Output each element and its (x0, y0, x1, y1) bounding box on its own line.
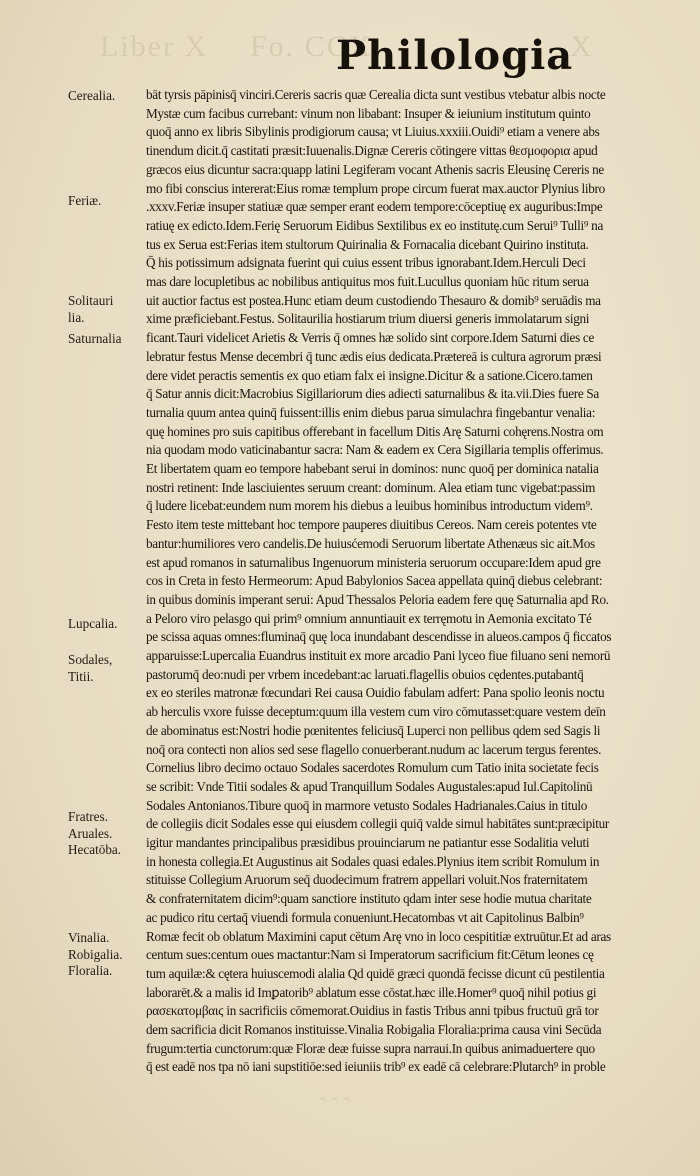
margin-note (68, 809, 121, 859)
ghost-header-right: X (570, 30, 594, 63)
text-line: a Peloro viro pelasgo qui prim⁹ omnium annuntiauit ex terręmotu in Aemonia excitato Té (146, 610, 592, 626)
text-line: cos in Creta in festo Hermeorum: Apud Babylonios Sacea appellata quinq̄ diebus celebrant: (146, 573, 603, 589)
text-line: bantur:humiliores vero candelis.De huiusćemodi Seruorum libertate Athenæus sic ait.Mos (146, 535, 595, 551)
text-line: est apud romanos in saturnalibus Ingenuorum ministeria seruorum occupare:Idem apud gre (146, 554, 601, 570)
text-line: frugum:tertia cunctorum:quæ Floræ deæ fuisse supra narraui.In quibus animaduertere quo (146, 1040, 595, 1056)
margin-note (68, 930, 123, 980)
text-line: Romæ fecit ob oblatum Maximini caput cētum Arę vno in loco cespititiæ extruūtur.Et ad aras (146, 928, 611, 944)
margin-note-line: Saturnalia (68, 331, 122, 346)
margin-note-line: Floralia. (68, 963, 113, 978)
margin-note-line: Fratres. (68, 809, 108, 824)
text-line: stituisse Collegium Aruorum seq̄ duodecimum fratrem appellari voluit.Nos fraternitatem (146, 872, 588, 888)
text-line: pastorumq̄ deo:nudi per vrbem incedebant:ac laruati.flagellis obuios cędentes.putabantq̄ (146, 666, 584, 682)
margin-note-line: Robigalia. (68, 946, 123, 962)
margin-note (68, 652, 112, 685)
margin-note-line: Hecatōba. (68, 842, 122, 857)
text-line: quoq̄ anno ex libris Sibylinis prodigiorum causa; vt Liuius.xxxiii.Ouidi⁹ etiam a venere abs (146, 124, 600, 140)
margin-note-line: Sodales, (68, 652, 113, 667)
text-line: igitur mandantes principalibus præsidibus prouinciarum ne patiantur esse Sodalitia veluti (146, 835, 590, 850)
text-line: .xxxv.Feriæ insuper statiuæ quæ semper erant eodem tempore:cōceptiuę ex auguribus:Impe (146, 199, 603, 215)
text-line: nia quodam modo vaticinabantur sacra: Nam & eadem ex Cera Sigillaria templis offerimus. (146, 442, 604, 458)
text-line: Et libertatem quam eo tempore habebant serui in dominos: nunc quoq̄ per dominica natalia (146, 461, 599, 476)
ghost-header-center: Fo. CCX (250, 30, 373, 63)
margin-note-line: Solitauri (68, 293, 114, 308)
text-line: se scribit: Vnde Titii sodales & apud Tranquillum Sodales Augustales:apud Iul.Capitolinū (146, 778, 593, 794)
text-line: Mystæ cum facibus currebant: vinum non libabant: Insuper & ieiunium institutum quinto (146, 105, 591, 121)
text-line: q̄ Satur annis dicit:Macrobius Sigillariorum dies adiecti saturnalibus & ita.vii.Dies fuere Sa (146, 386, 599, 402)
footer-ornament: ~ ~ ~ (320, 1094, 352, 1105)
margin-note (68, 193, 101, 210)
text-line: noq̄ ora contecti non alios sed sese flagello conuerberant.nudum ac lacerum tergus ferentes. (146, 741, 602, 757)
text-line: xime præficiebant.Festus. Solitaurilia hostiarum trium diuersi generis immolatarum signi (146, 311, 590, 327)
text-line: laborarēt.& a malis id Imꝑatorib⁹ ablatum esse cōstat.hæc ille.Homer⁹ quoq̄ nihil potius gi (146, 984, 597, 1000)
text-line: tinendum dicit.q̄ castitati præsit:Iuuenalis.Dignæ Cereris cōtingere vittas θεσμοφορια apud (146, 143, 598, 159)
text-line: ρασεκατομβαιϛ in sacrificiis cōmemorat.Ouidius in fastis Tribus anni tpibus fructuū grā tor (146, 1003, 599, 1019)
text-line: tum aquilæ:& cętera huiuscemodi alalia Qd quidē græci quondā fecisse dicunt cū pestilentia (146, 965, 605, 981)
margin-note-line: Cerealia. (68, 88, 116, 103)
text-line: de collegiis dicit Sodales esse qui eiusdem collegii quiq̄ valde simul habitātes sunt:præcipitur (146, 816, 610, 832)
text-line: Cornelius libro decimo octauo Sodales sacerdotes Romulum cum Tatio inita societate fecis (146, 760, 599, 776)
text-line: bāt tyrsis pāpinisq̄ vinciri.Cereris sacris quæ Cerealia dicta sunt vestibus vtebatur albis nocte (146, 87, 606, 102)
text-line: Festo item teste mittebant hoc tempore pauperes diuitibus Cereos. Nam cereis potentes vte (146, 517, 597, 533)
text-line: tus ex Serua est:Ferias item stultorum Quirinalia & Fornacalia dicebant Quirino instituta. (146, 236, 589, 252)
text-line: q̄ est eadē nos tpa nō iani supstitiōe:sed ieiuniis trib⁹ ex eadē cā celebrare:Plutarch⁹ in proble (146, 1059, 606, 1075)
text-line: in quibus dominis imperant serui: Apud Thessalos Peloria eadem fere quę Saturnalia apd Ro. (146, 591, 609, 607)
text-line: & confraternitatem dicim⁹:quam sanctiore instituto qdam inter sese hodie mutua charitate (146, 891, 592, 907)
text-line: ratiuę ex edicto.Idem.Ferię Seruorum Eidibus Sextilibus ex eo institutę.cum Serui⁹ Tulli⁹ na (146, 217, 604, 233)
page-title: Philologia (336, 32, 574, 79)
margin-note-line: Vinalia. (68, 930, 110, 945)
ghost-header-left: Liber X (100, 30, 209, 63)
margin-note (68, 616, 117, 633)
text-line: quę homines pro suis capitibus offerebant in facellum Ditis Arę Saturni cohęrens.Nostra om (146, 423, 604, 439)
text-line: ex eo steriles matronæ fœcundari Rei causa Ouidio fabulam adfert: Pana spolio leonis noctu (146, 685, 605, 701)
margin-note-line: lia. (68, 309, 85, 325)
text-line: græcos eius dicuntur sacra:quapp latini Legiferam vocant Athenis sacris Eleusinę Cereris ne (146, 161, 604, 177)
text-line: apparuisse:Lupercalia Euandrus instituit ex more arcadio Pani lyceo fiue filuano seni nemorū (146, 648, 611, 663)
margin-note-line: Feriæ. (68, 193, 102, 208)
text-line: pe scissa aquas omnes:fluminaq̄ quę loca inundabant descendisse in alueos.campos q̄ ficcatos (146, 629, 612, 645)
margin-note (68, 331, 121, 348)
text-line: de abominatus est:Nostri hodie pœnitentes feliciusq̄ Luperci non pellibus qdem sed Sagis li (146, 722, 601, 738)
text-line: ab herculis vxore fuisse deceptum:quum illa vestem cum viro cōmutasset:quare vestem deīn (146, 704, 606, 720)
body-text (146, 84, 686, 1084)
text-line: mas dare locupletibus ac nobilibus antiquitus mos fuit.Lucullus quoniam hūc ritum serua (146, 274, 589, 289)
text-line: uit auctior factus est postea.Hunc etiam deum custodiendo Thesauro & domib⁹ seruādis ma (146, 292, 601, 308)
text-line: Q̄ his potissimum adsignata fuerint qui cuius essent tribus ignorabant.Idem.Herculi Deci (146, 255, 586, 271)
text-line: mo fibi conscius intererat:Eius romæ templum prope circum fuerat max.auctor Plynius libro (146, 180, 605, 196)
text-line: ac pudico ritu certaq̄ viuendi formula conueniunt.Hecatombas vt ait Capitolinus Balbin⁹ (146, 909, 584, 925)
margin-note-line: Aruales. (68, 825, 113, 841)
text-line: centum sues:centum oues mactantur:Nam si Imperatorum sacrificium fit:Cētum leones cę (146, 947, 594, 963)
text-line: dere videt peractis sementis ex quo etiam falx ei insigne.Dicitur & a satione.Cicero.tamen (146, 367, 593, 383)
text-line: lebratur festus Mense decembri q̄ tunc ædis eius dedicata.Prætereā is cultura agrorum præsi (146, 348, 602, 364)
text-line: nostri retinent: Inde lasciuientes seruum creant: dominum. Alea etiam tunc vigebat:passim (146, 479, 596, 495)
margin-note-line: Titii. (68, 668, 94, 684)
margin-note-line: Lupcalia. (68, 616, 118, 631)
margin-notes (0, 0, 150, 1176)
margin-note (68, 88, 115, 105)
text-line: ficant.Tauri videlicet Arietis & Verris q̄ omnes hæ solido sint corpore.Idem Saturni dies ce (146, 330, 595, 346)
text-line: in honesta collegia.Et Augustinus ait Sodales quasi edales.Plynius item scribit Romulum in (146, 853, 600, 869)
text-line: dem sacrificia dicit Romanos instituisse.Vinalia Robigalia Floralia:prima causa vini Secūda (146, 1022, 602, 1037)
text-line: q̄ ludere licebat:eundem num morem his diebus a leuibus hominibus introductum videm⁹. (146, 498, 593, 514)
text-line: turnalia quum antea quinq̄ fuissent:illis enim diebus parua simulachra fingebantur venalia: (146, 404, 596, 420)
margin-note (68, 293, 113, 326)
text-line: Sodales Antonianos.Tibure quoq̄ in marmore vetusto Sodales Hadrianales.Caius in titulo (146, 797, 588, 813)
